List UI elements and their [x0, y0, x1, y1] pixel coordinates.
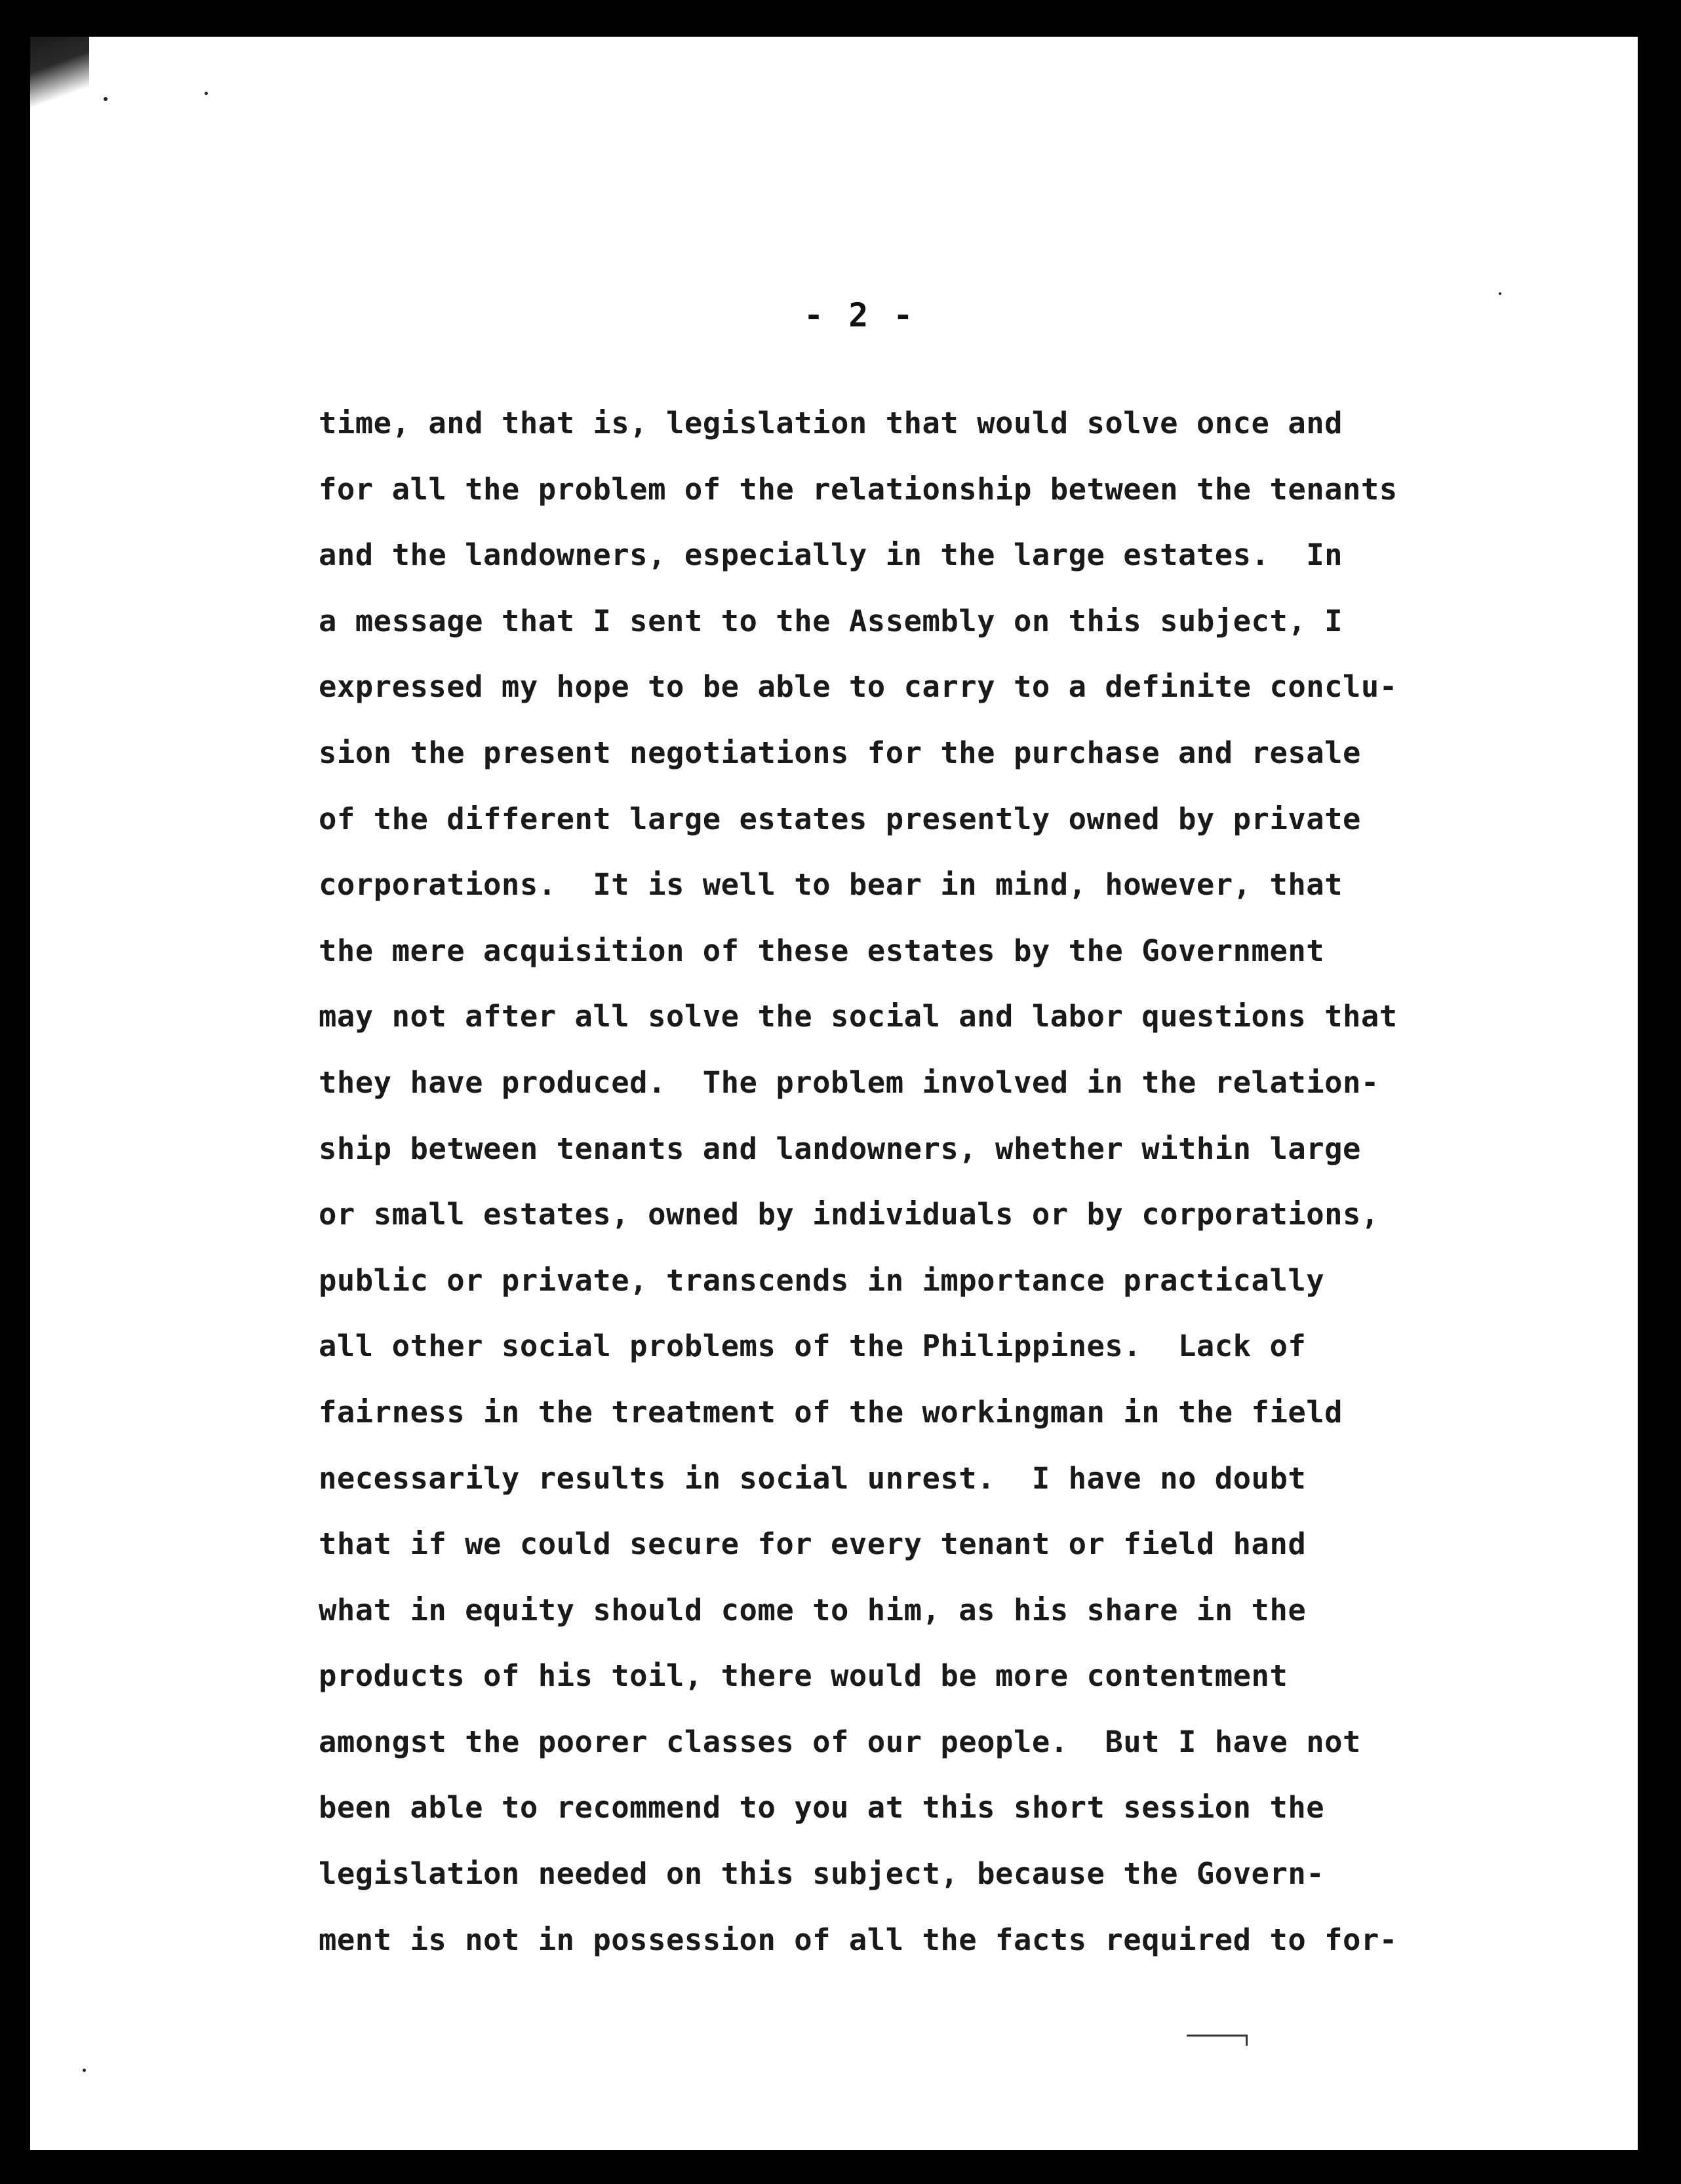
text-line: a message that I sent to the Assembly on this subject, I	[319, 603, 1343, 638]
text-line: amongst the poorer classes of our people. But I have not	[319, 1724, 1361, 1759]
text-line: the mere acquisition of these estates by the Government	[319, 933, 1325, 968]
text-line: necessarily results in social unrest. I have no doubt	[319, 1460, 1307, 1496]
text-line: expressed my hope to be able to carry to a definite conclu-	[319, 669, 1398, 705]
text-line: of the different large estates presently owned by private	[319, 801, 1361, 836]
scan-speck	[104, 97, 108, 101]
text-line: been able to recommend to you at this short session the	[319, 1790, 1325, 1825]
page-corner-fold	[30, 37, 89, 135]
text-line: for all the problem of the relationship between the tenants	[319, 471, 1398, 507]
text-line: and the landowners, especially in the large estates. In	[319, 537, 1343, 573]
text-line: fairness in the treatment of the workingman in the field	[319, 1394, 1343, 1430]
text-line: products of his toil, there would be more contentment	[319, 1658, 1288, 1694]
text-line: may not after all solve the social and labor questions that	[319, 999, 1398, 1034]
text-line: they have produced. The problem involved in the relation-	[319, 1064, 1379, 1100]
page-number: - 2 -	[804, 296, 916, 334]
body-text	[319, 391, 1564, 1973]
document-page	[30, 37, 1638, 2150]
text-line: or small estates, owned by individuals or by corporations,	[319, 1197, 1379, 1232]
text-line: legislation needed on this subject, because the Govern-	[319, 1856, 1325, 1892]
text-line: ment is not in possession of all the facts required to for-	[319, 1922, 1398, 1957]
text-line: what in equity should come to him, as his share in the	[319, 1592, 1307, 1628]
text-line: that if we could secure for every tenant or field hand	[319, 1527, 1307, 1562]
scan-speck	[83, 2069, 86, 2072]
footer-mark	[1187, 2035, 1248, 2046]
text-line: public or private, transcends in importance practically	[319, 1262, 1325, 1298]
text-line: corporations. It is well to bear in mind, however, that	[319, 867, 1343, 903]
text-line: all other social problems of the Philippines. Lack of	[319, 1329, 1307, 1364]
scan-speck	[205, 92, 208, 95]
text-line: ship between tenants and landowners, whether within large	[319, 1131, 1361, 1166]
scan-speck	[1499, 292, 1501, 295]
text-line: time, and that is, legislation that would solve once and	[319, 406, 1343, 440]
text-line: sion the present negotiations for the purchase and resale	[319, 735, 1361, 770]
